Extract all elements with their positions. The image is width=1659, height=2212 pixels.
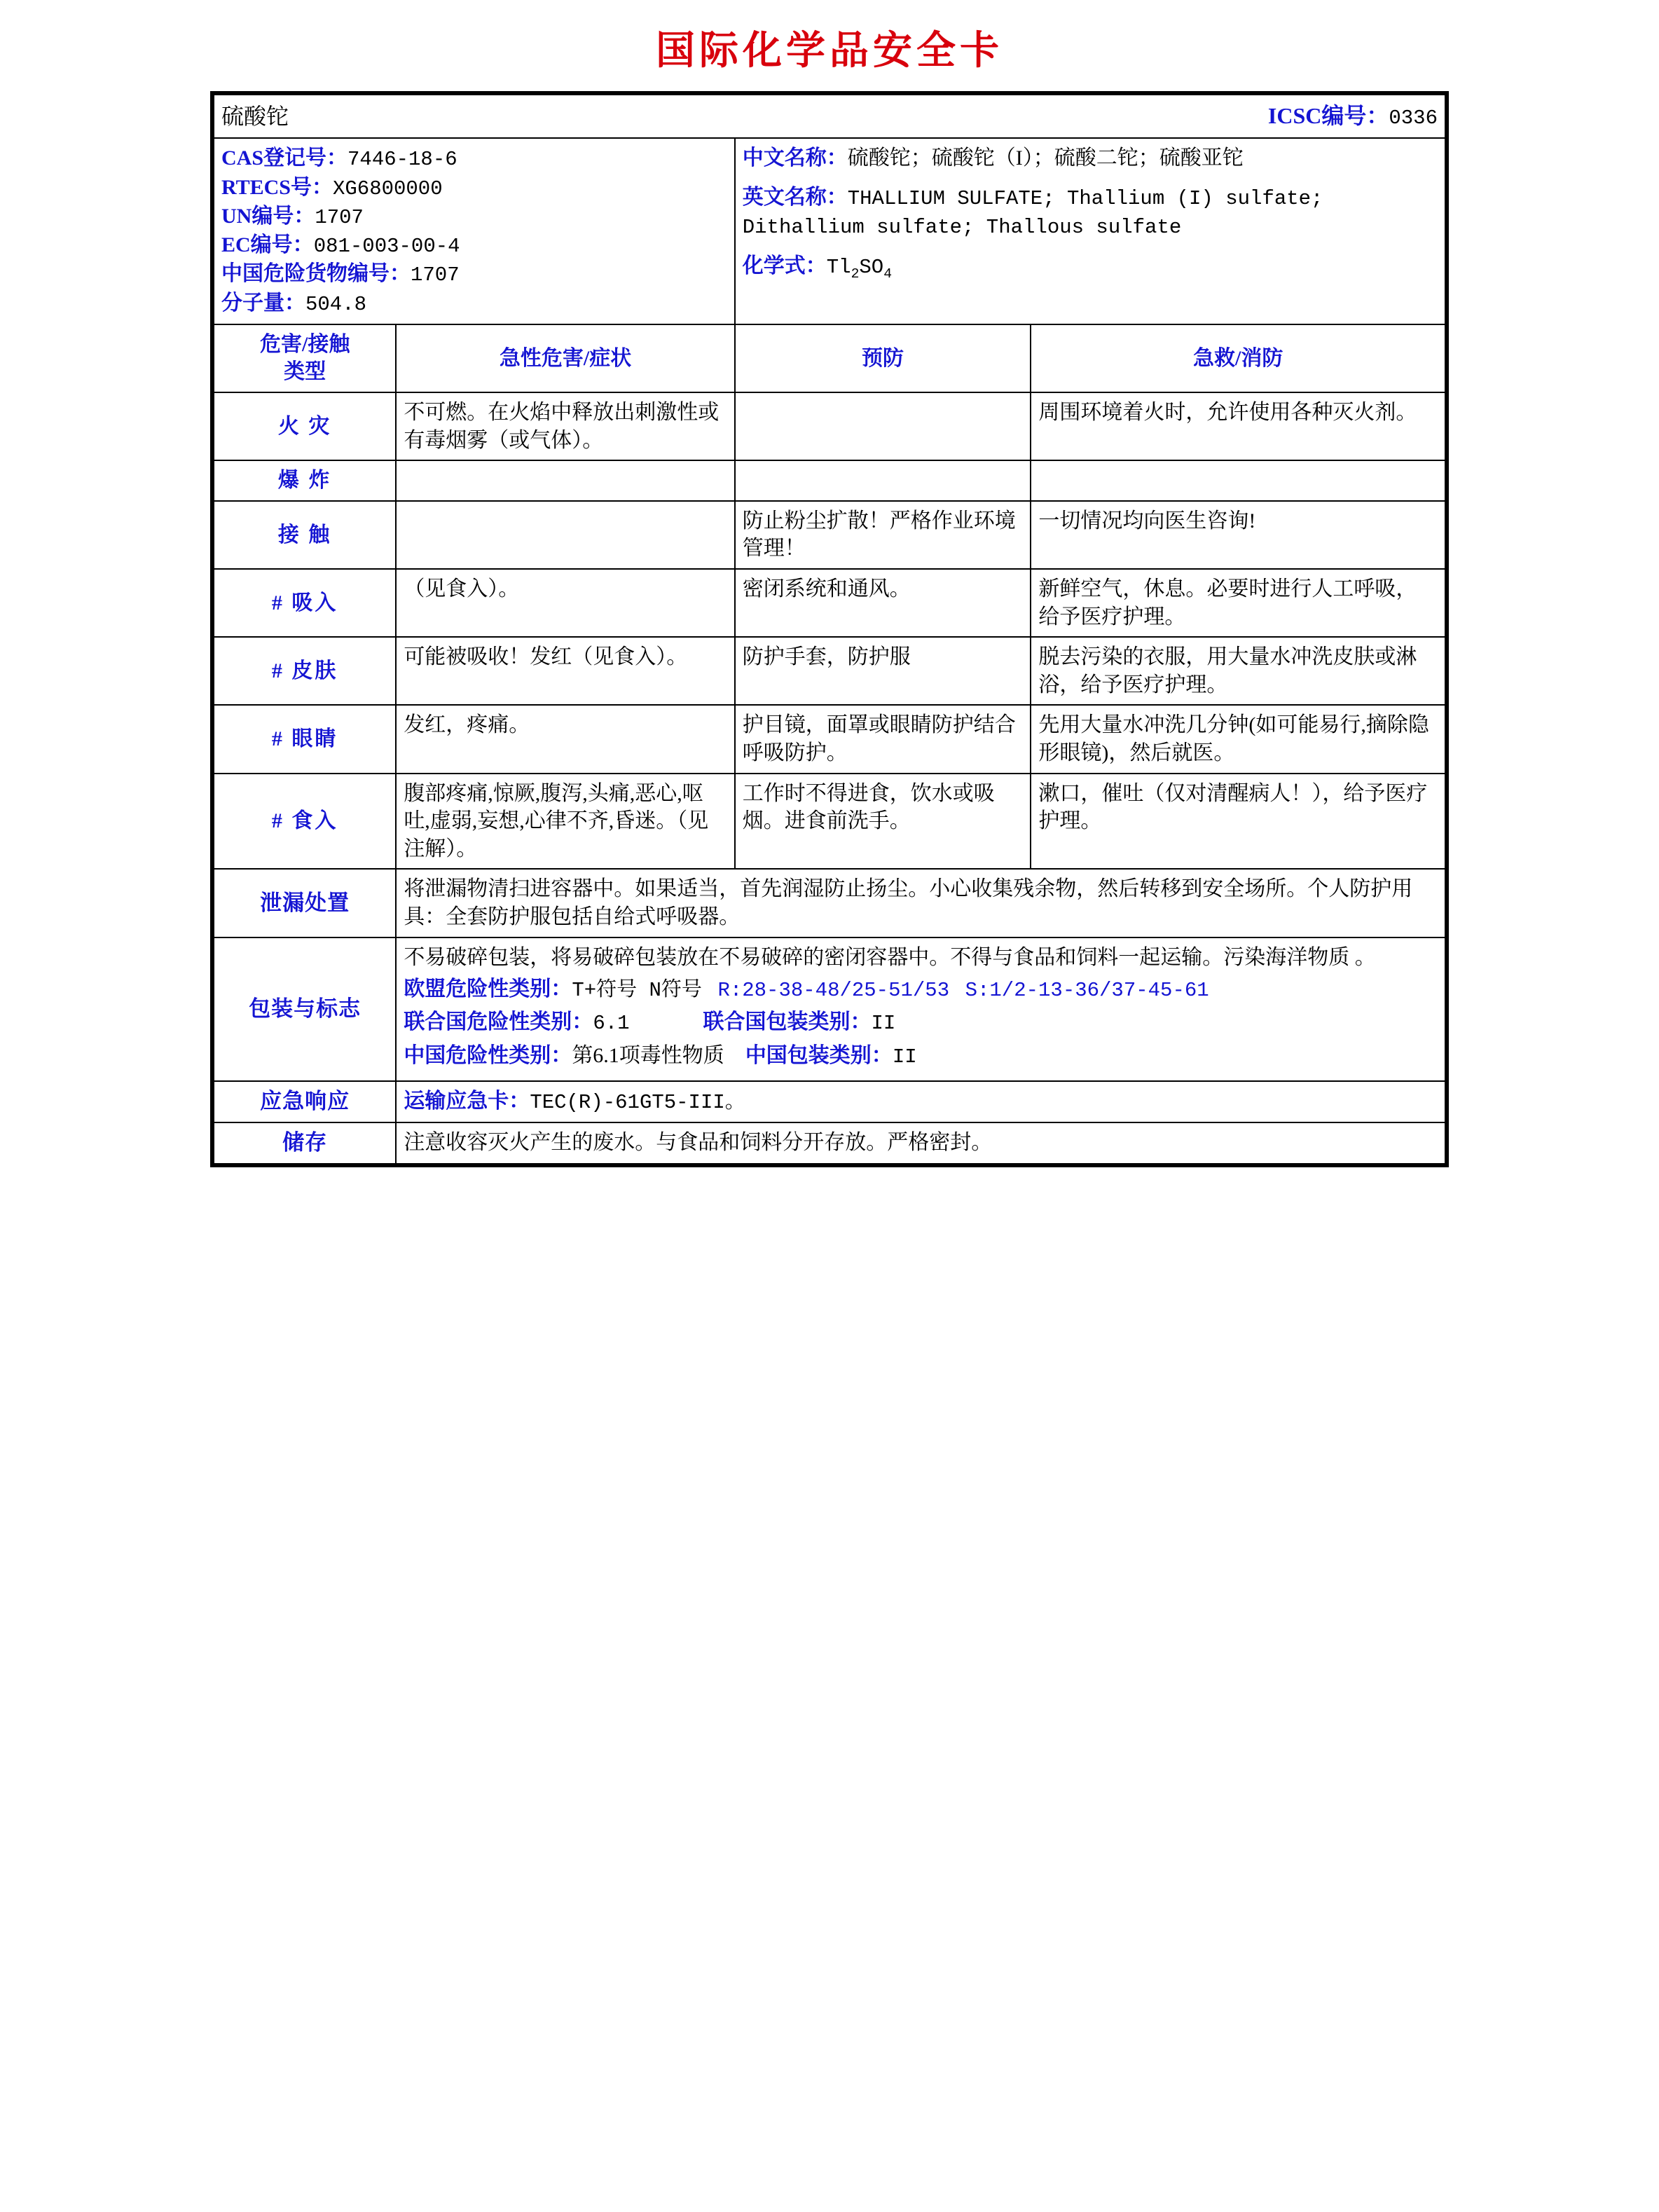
header-type	[214, 324, 396, 392]
row-label-packaging: 包装与标志	[214, 937, 396, 1081]
packaging-row	[214, 937, 1445, 1081]
eu-class-label: 欧盟危险性类别：	[404, 977, 572, 1001]
header-cell	[214, 95, 1445, 138]
row-label-emergency: 应急响应	[214, 1081, 396, 1122]
en-name-value: THALLIUM SULFATE; Thallium (I) sulfate; Dithallium sulfate; Thallous sulfate	[742, 186, 1323, 240]
eyes-acute: 发红，疼痛。	[396, 705, 734, 773]
rtecs-value: XG6800000	[332, 177, 443, 200]
packaging-eu	[404, 975, 1438, 1004]
icsc-label: ICSC编号：	[1267, 103, 1389, 128]
exposure-firstaid: 一切情况均向医生咨询!	[1031, 501, 1445, 569]
table-row	[214, 392, 1445, 460]
un-class-label: 联合国危险性类别：	[404, 1010, 593, 1034]
row-label-storage: 储存	[214, 1122, 396, 1164]
formula-label: 化学式：	[742, 254, 827, 278]
un-value: 1707	[315, 205, 364, 229]
tec-label: 运输应急卡：	[404, 1089, 530, 1113]
un-pack-label: 联合国包装类别：	[703, 1010, 872, 1034]
safety-card-sheet	[210, 91, 1449, 1167]
row-label-fire: 火 灾	[214, 392, 396, 460]
ingestion-prevention: 工作时不得进食，饮水或吸烟。进食前洗手。	[735, 774, 1031, 870]
formula-value: $Tl_2SO_4$	[826, 256, 893, 282]
row-label-inhalation: # 吸入	[214, 569, 396, 637]
fire-prevention	[735, 392, 1031, 460]
skin-acute: 可能被吸收！发红（见食入）。	[396, 637, 734, 705]
identifier-cell	[214, 138, 735, 324]
molweight-label: 分子量：	[221, 291, 305, 315]
fire-firstaid: 周围环境着火时，允许使用各种灭火剂。	[1031, 392, 1445, 460]
packaging-content	[396, 937, 1445, 1081]
exposure-acute	[396, 501, 734, 569]
inhalation-firstaid: 新鲜空气，休息。必要时进行人工呼吸，给予医疗护理。	[1031, 569, 1445, 637]
skin-firstaid: 脱去污染的衣服，用大量水冲洗皮肤或淋浴，给予医疗护理。	[1031, 637, 1445, 705]
header-row	[214, 95, 1445, 138]
eyes-prevention: 护目镜，面罩或眼睛防护结合呼吸防护。	[735, 705, 1031, 773]
header-prevention: 预防	[735, 324, 1031, 392]
emergency-row	[214, 1081, 1445, 1122]
table-row	[214, 501, 1445, 569]
exposure-prevention: 防止粉尘扩散！严格作业环境管理！	[735, 501, 1031, 569]
ingestion-firstaid: 漱口，催吐（仅对清醒病人！），给予医疗护理。	[1031, 774, 1445, 870]
row-label-spill: 泄漏处置	[214, 869, 396, 937]
ingestion-acute: 腹部疼痛,惊厥,腹泻,头痛,恶心,呕吐,虚弱,妄想,心律不齐,昏迷。（见注解）。	[396, 774, 734, 870]
page-title: 国际化学品安全卡	[656, 28, 1003, 72]
row-label-eyes: # 眼睛	[214, 705, 396, 773]
eyes-firstaid: 先用大量水冲洗几分钟(如可能易行,摘除隐形眼镜)，然后就医。	[1031, 705, 1445, 773]
cn-class-value: 第6.1项毒性物质	[572, 1043, 724, 1067]
row-label-exposure: 接 触	[214, 501, 396, 569]
un-pack-value: II	[871, 1012, 896, 1036]
tec-value: TEC(R)-61GT5-III。	[530, 1090, 745, 1114]
cn-name-value: 硫酸铊；硫酸铊（I）；硫酸二铊；硫酸亚铊	[847, 146, 1244, 170]
table-row	[214, 569, 1445, 637]
names-cell	[735, 138, 1445, 324]
cn-dangerous-label: 中国危险货物编号：	[221, 262, 411, 286]
row-label-skin: # 皮肤	[214, 637, 396, 705]
skin-prevention: 防护手套，防护服	[735, 637, 1031, 705]
cn-pack-value: II	[892, 1045, 917, 1069]
un-label: UN编号：	[221, 204, 315, 228]
explosion-acute	[396, 460, 734, 501]
row-label-explosion: 爆 炸	[214, 460, 396, 501]
header-acute: 急性危害/症状	[396, 324, 734, 392]
packaging-un	[404, 1008, 1438, 1037]
identifier-row	[214, 138, 1445, 324]
cas-value: 7446-18-6	[347, 148, 457, 172]
packaging-cn	[404, 1042, 1438, 1071]
bottom-spacer	[0, 1167, 1659, 1616]
substance-name: 硫酸铊	[221, 104, 289, 130]
table-row	[214, 460, 1445, 501]
spill-row	[214, 869, 1445, 937]
rtecs-label: RTECS号：	[221, 175, 333, 199]
column-header-row	[214, 324, 1445, 392]
row-label-ingestion: # 食入	[214, 774, 396, 870]
ec-value: 081-003-00-4	[313, 235, 460, 259]
header-firstaid: 急救/消防	[1031, 324, 1445, 392]
molweight-value: 504.8	[305, 292, 367, 316]
fire-acute: 不可燃。在火焰中释放出刺激性或有毒烟雾（或气体）。	[396, 392, 734, 460]
inhalation-prevention: 密闭系统和通风。	[735, 569, 1031, 637]
header-type-line1: 危害/接触	[259, 332, 350, 356]
emergency-content	[396, 1081, 1445, 1122]
cn-name-label: 中文名称：	[742, 146, 848, 170]
storage-row	[214, 1122, 1445, 1164]
explosion-firstaid	[1031, 460, 1445, 501]
un-class-value: 6.1	[593, 1012, 630, 1036]
table-row	[214, 637, 1445, 705]
cn-pack-label: 中国包装类别：	[745, 1043, 893, 1067]
header-type-line2: 类型	[284, 360, 326, 384]
packaging-line1: 不易破碎包装，将易破碎包装放在不易破碎的密闭容器中。不得与食品和饲料一起运输。污染海洋物质 。	[404, 945, 1376, 969]
table-row	[214, 705, 1445, 773]
en-name-label: 英文名称：	[742, 185, 848, 209]
icsc-number: 0336	[1389, 107, 1438, 130]
cn-class-label: 中国危险性类别：	[404, 1043, 572, 1067]
inhalation-acute: （见食入）。	[396, 569, 734, 637]
eu-class-value: T+符号 N符号	[572, 979, 702, 1003]
spill-text: 将泄漏物清扫进容器中。如果适当，首先润湿防止扬尘。小心收集残余物，然后转移到安全场所。个人防护用具：全套防护服包括自给式呼吸器。	[396, 869, 1445, 937]
storage-text: 注意收容灭火产生的废水。与食品和饲料分开存放。严格密封。	[396, 1122, 1445, 1164]
ec-label: EC编号：	[221, 233, 314, 257]
cas-label: CAS登记号：	[221, 146, 348, 170]
eu-r-phrases: R:28-38-48/25-51/53	[717, 979, 950, 1003]
safety-card-table	[213, 94, 1446, 1165]
eu-s-phrases: S:1/2-13-36/37-45-61	[965, 979, 1209, 1003]
cn-dangerous-value: 1707	[411, 263, 460, 287]
explosion-prevention	[735, 460, 1031, 501]
table-row	[214, 774, 1445, 870]
